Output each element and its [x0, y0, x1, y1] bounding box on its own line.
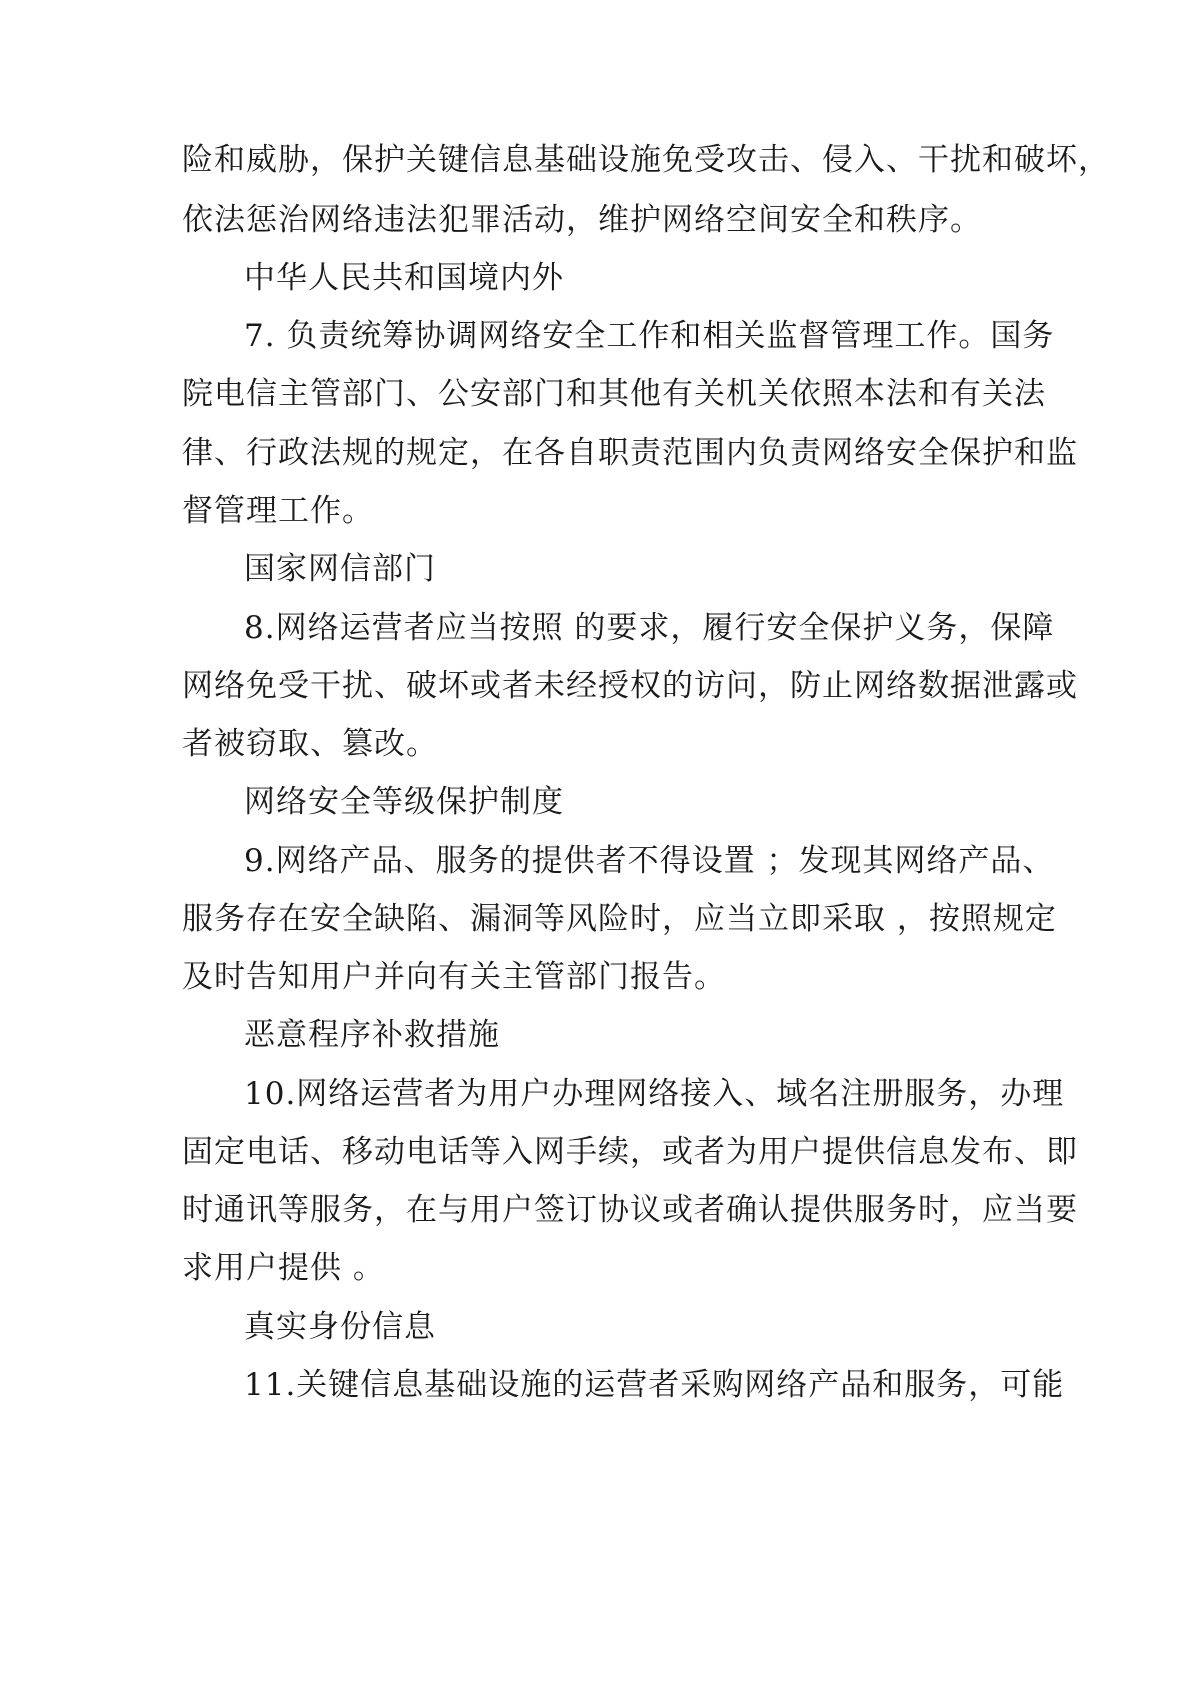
paragraph-line: 者被窃取、篡改。	[182, 726, 438, 762]
article-7-line: 7. 负责统筹协调网络安全工作和相关监督管理工作。国务	[244, 318, 1055, 354]
answer-line: 真实身份信息	[244, 1309, 436, 1345]
paragraph-line: 网络免受干扰、破坏或者未经授权的访问，防止网络数据泄露或	[182, 668, 1078, 704]
paragraph-line: 求用户提供 。	[182, 1250, 385, 1286]
paragraph-line: 督管理工作。	[182, 493, 374, 529]
answer-line: 中华人民共和国境内外	[244, 260, 564, 296]
article-11-line: 11.关键信息基础设施的运营者采购网络产品和服务，可能	[244, 1367, 1065, 1403]
article-9-line: 9.网络产品、服务的提供者不得设置 ；发现其网络产品、	[244, 843, 1055, 879]
answer-line: 国家网信部门	[244, 551, 436, 587]
paragraph-line: 依法惩治网络违法犯罪活动，维护网络空间安全和秩序。	[182, 202, 982, 238]
paragraph-line: 服务存在安全缺陷、漏洞等风险时，应当立即采取 ，按照规定	[182, 901, 1057, 937]
article-8-line: 8.网络运营者应当按照 的要求，履行安全保护义务，保障	[244, 610, 1055, 646]
answer-line: 恶意程序补救措施	[244, 1017, 500, 1053]
article-10-line: 10.网络运营者为用户办理网络接入、域名注册服务，办理	[244, 1076, 1065, 1112]
paragraph-line: 及时告知用户并向有关主管部门报告。	[182, 959, 726, 995]
paragraph-line: 险和威胁，保护关键信息基础设施免受攻击、侵入、干扰和破坏，	[182, 142, 1110, 178]
answer-line: 网络安全等级保护制度	[244, 784, 564, 820]
paragraph-line: 固定电话、移动电话等入网手续，或者为用户提供信息发布、即	[182, 1134, 1078, 1170]
paragraph-line: 院电信主管部门、公安部门和其他有关机关依照本法和有关法	[182, 376, 1046, 412]
paragraph-line: 时通讯等服务，在与用户签订协议或者确认提供服务时，应当要	[182, 1192, 1078, 1228]
paragraph-line: 律、行政法规的规定，在各自职责范围内负责网络安全保护和监	[182, 435, 1078, 471]
